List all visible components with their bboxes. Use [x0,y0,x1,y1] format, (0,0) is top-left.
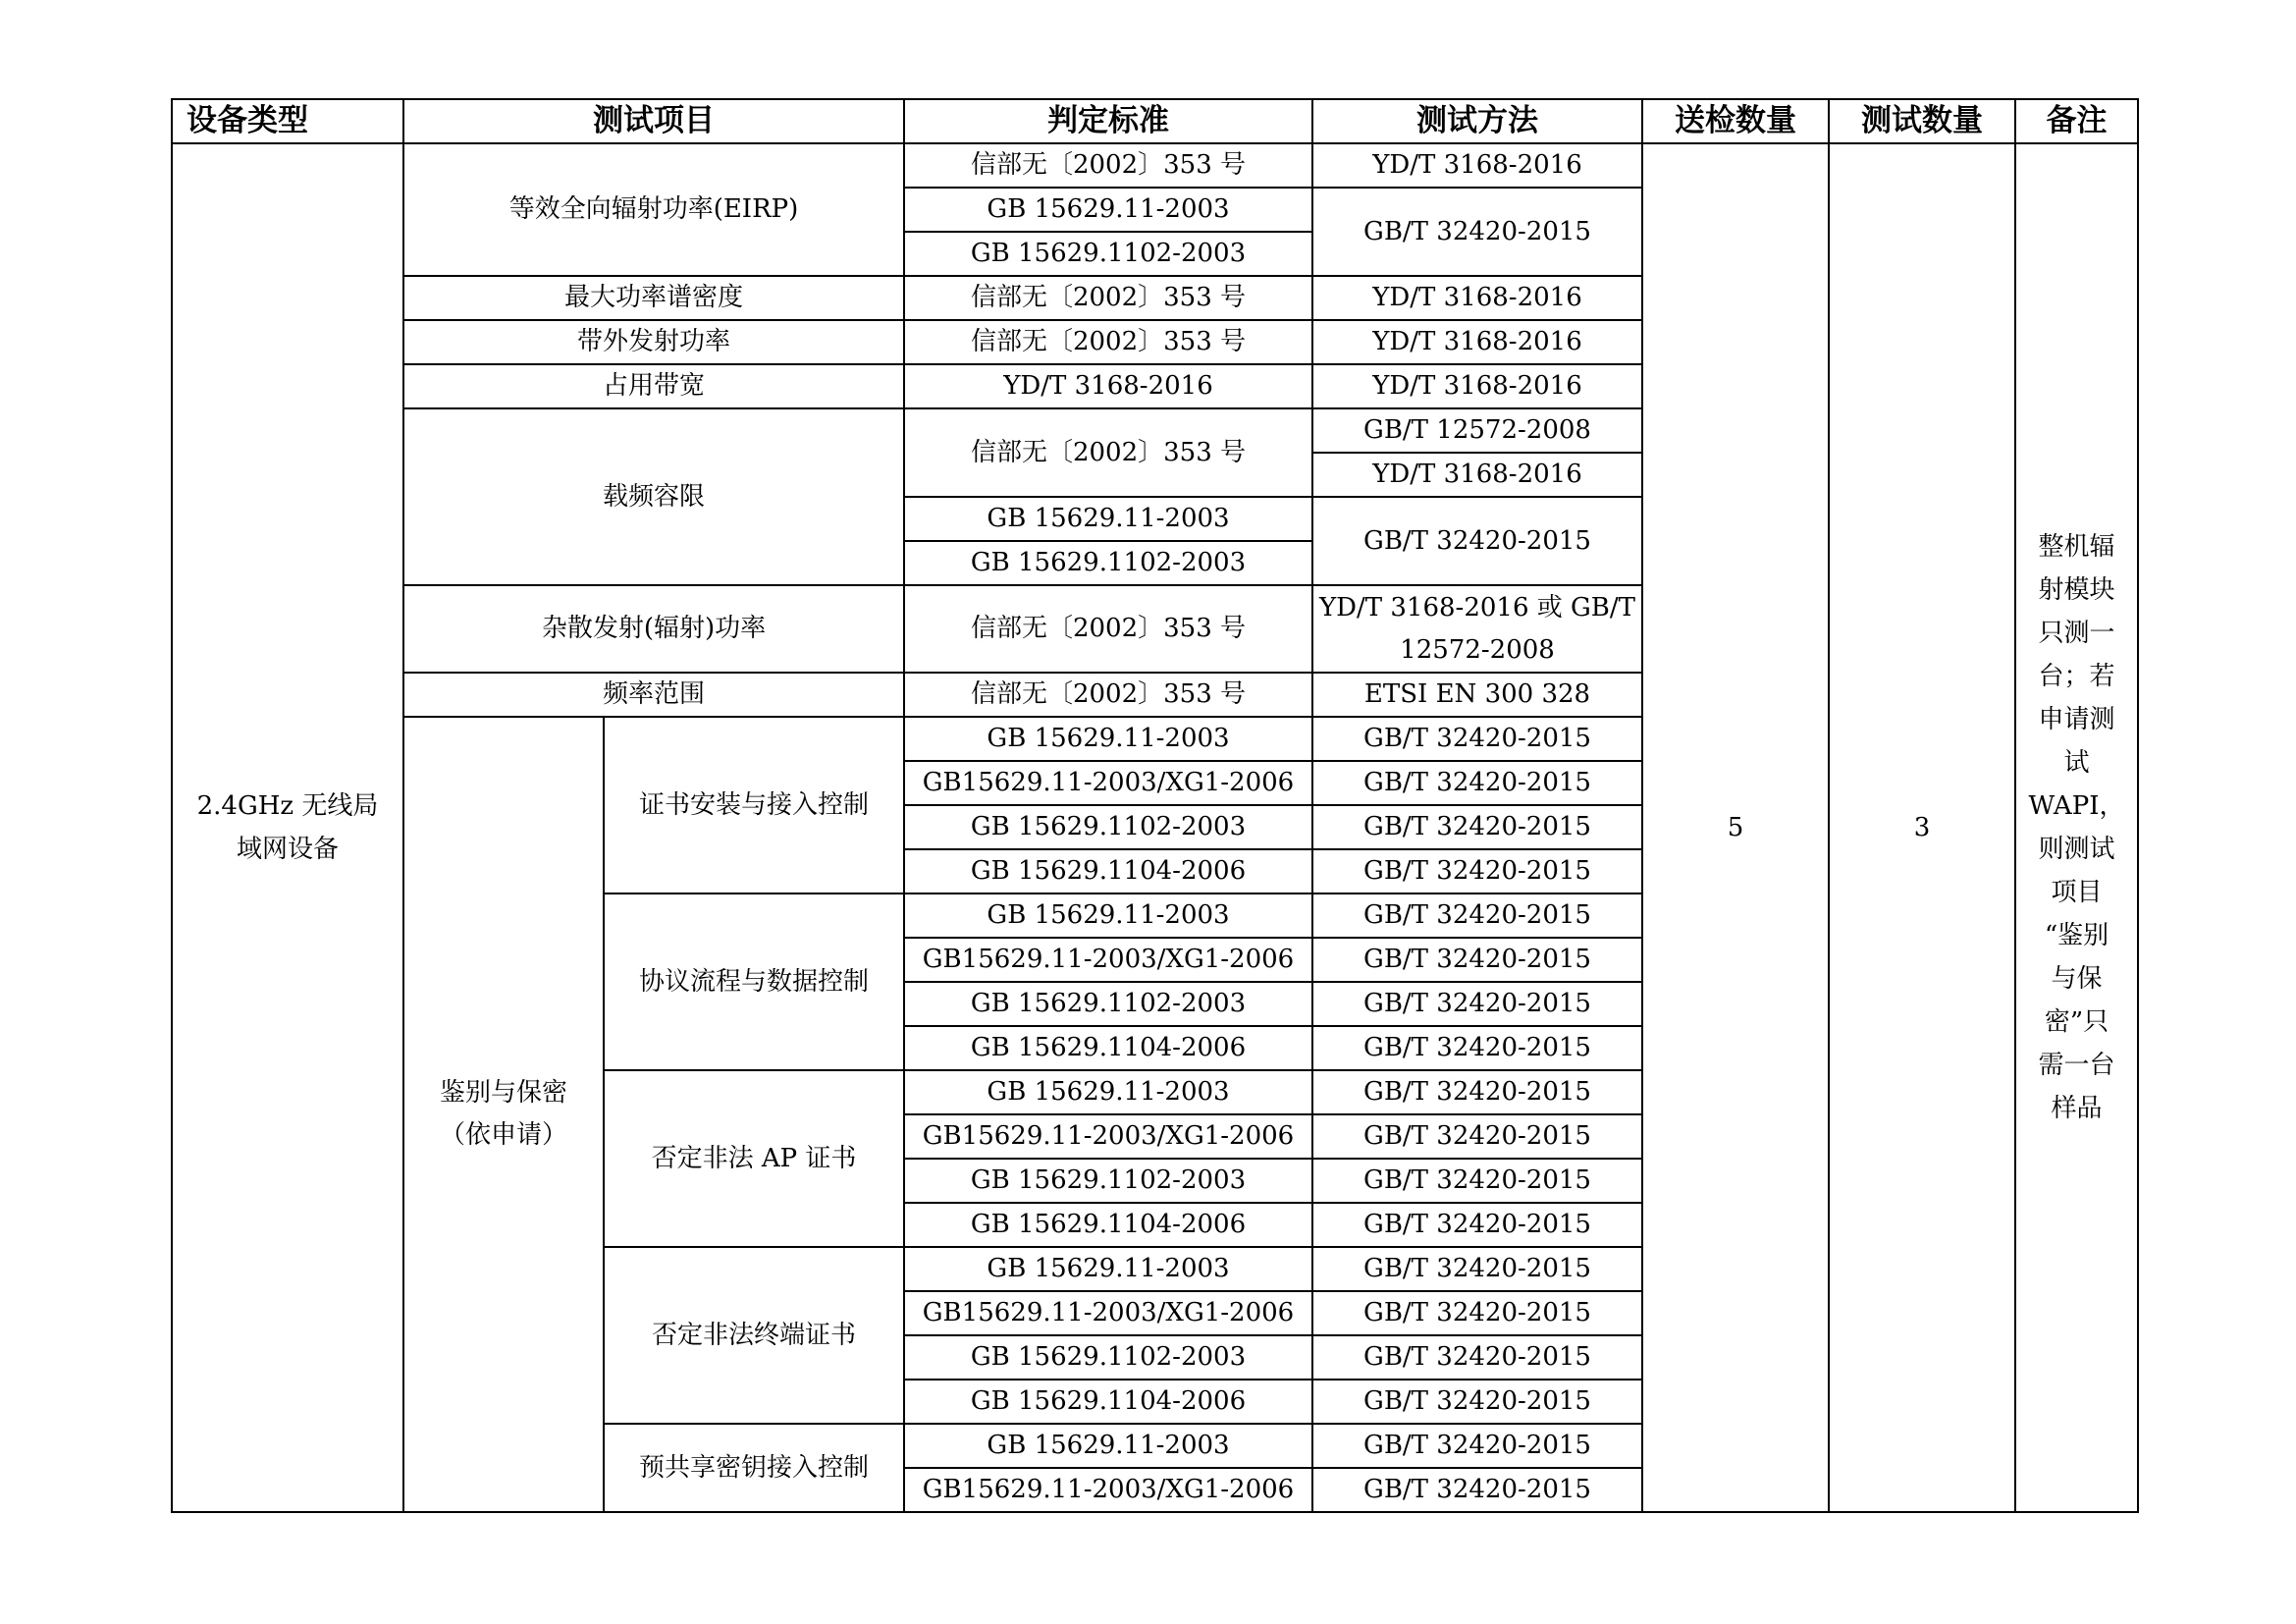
method-cell: GB/T 12572-2008 [1312,408,1642,453]
item-frequency-tolerance: 载频容限 [403,408,904,585]
header-method: 测试方法 [1312,99,1642,143]
method-cell: GB/T 32420-2015 [1312,1468,1642,1512]
method-cell: GB/T 32420-2015 [1312,1114,1642,1159]
item-authentication-privacy: 鉴别与保密 （依申请） [403,717,604,1512]
header-test-qty: 测试数量 [1829,99,2015,143]
criteria-cell: 信部无〔2002〕353 号 [904,143,1312,188]
device-type-cell: 2.4GHz 无线局 域网设备 [172,143,403,1512]
criteria-cell: 信部无〔2002〕353 号 [904,276,1312,320]
subitem-reject-illegal-ap-cert: 否定非法 AP 证书 [604,1070,904,1247]
criteria-cell: GB 15629.1102-2003 [904,1159,1312,1203]
subitem-psk-access-control: 预共享密钥接入控制 [604,1424,904,1512]
test-standards-table [171,98,2139,1513]
criteria-cell: 信部无〔2002〕353 号 [904,320,1312,364]
header-remark: 备注 [2015,99,2138,143]
method-cell: GB/T 32420-2015 [1312,893,1642,938]
method-cell: GB/T 32420-2015 [1312,1380,1642,1424]
criteria-cell: GB15629.11-2003/XG1-2006 [904,761,1312,805]
criteria-cell: GB 15629.1102-2003 [904,1335,1312,1380]
method-cell: GB/T 32420-2015 [1312,1203,1642,1247]
method-cell: ETSI EN 300 328 [1312,673,1642,717]
criteria-cell: GB15629.11-2003/XG1-2006 [904,1468,1312,1512]
item-oob-emission: 带外发射功率 [403,320,904,364]
criteria-cell: GB 15629.1104-2006 [904,1026,1312,1070]
method-cell: GB/T 32420-2015 [1312,805,1642,849]
item-eirp: 等效全向辐射功率(EIRP) [403,143,904,276]
sent-qty-cell: 5 [1642,143,1829,1512]
method-cell: YD/T 3168-2016 [1312,143,1642,188]
subitem-cert-install-access: 证书安装与接入控制 [604,717,904,893]
remark-cell: 整机辐 射模块 只测一 台；若 申请测 试 WAPI， 则测试 项目 “鉴别 与保 密”只 需一台 样品 [2015,143,2138,1512]
method-cell: GB/T 32420-2015 [1312,188,1642,276]
item-spurious-emission: 杂散发射(辐射)功率 [403,585,904,673]
method-cell: GB/T 32420-2015 [1312,497,1642,585]
item-max-psd: 最大功率谱密度 [403,276,904,320]
method-cell: YD/T 3168-2016 [1312,276,1642,320]
header-row [172,99,2138,143]
criteria-cell: GB 15629.1102-2003 [904,805,1312,849]
method-cell: YD/T 3168-2016 [1312,364,1642,408]
method-cell: GB/T 32420-2015 [1312,982,1642,1026]
method-cell: GB/T 32420-2015 [1312,1159,1642,1203]
criteria-cell: GB 15629.11-2003 [904,717,1312,761]
criteria-cell: GB 15629.1102-2003 [904,232,1312,276]
method-cell: GB/T 32420-2015 [1312,849,1642,893]
criteria-cell: GB 15629.11-2003 [904,188,1312,232]
method-cell: GB/T 32420-2015 [1312,1070,1642,1114]
header-device-type: 设备类型 [172,99,403,143]
header-sent-qty: 送检数量 [1642,99,1829,143]
method-cell: YD/T 3168-2016 或 GB/T 12572-2008 [1312,585,1642,673]
criteria-cell: GB 15629.1102-2003 [904,982,1312,1026]
item-occupied-bandwidth: 占用带宽 [403,364,904,408]
criteria-cell: GB 15629.11-2003 [904,1247,1312,1291]
criteria-cell: GB 15629.1102-2003 [904,541,1312,585]
method-cell: YD/T 3168-2016 [1312,453,1642,497]
criteria-cell: GB 15629.11-2003 [904,497,1312,541]
method-cell: YD/T 3168-2016 [1312,320,1642,364]
criteria-cell: GB15629.11-2003/XG1-2006 [904,1291,1312,1335]
criteria-cell: YD/T 3168-2016 [904,364,1312,408]
criteria-cell: 信部无〔2002〕353 号 [904,673,1312,717]
header-criteria: 判定标准 [904,99,1312,143]
criteria-cell: GB 15629.11-2003 [904,1424,1312,1468]
subitem-protocol-data-control: 协议流程与数据控制 [604,893,904,1070]
criteria-cell: GB15629.11-2003/XG1-2006 [904,1114,1312,1159]
method-cell: GB/T 32420-2015 [1312,717,1642,761]
table-row [172,143,2138,188]
criteria-cell: 信部无〔2002〕353 号 [904,585,1312,673]
method-cell: GB/T 32420-2015 [1312,761,1642,805]
method-cell: GB/T 32420-2015 [1312,1026,1642,1070]
criteria-cell: 信部无〔2002〕353 号 [904,408,1312,497]
subitem-reject-illegal-terminal-cert: 否定非法终端证书 [604,1247,904,1424]
criteria-cell: GB 15629.1104-2006 [904,1203,1312,1247]
criteria-cell: GB 15629.1104-2006 [904,849,1312,893]
method-cell: GB/T 32420-2015 [1312,1335,1642,1380]
method-cell: GB/T 32420-2015 [1312,1424,1642,1468]
method-cell: GB/T 32420-2015 [1312,1291,1642,1335]
criteria-cell: GB 15629.1104-2006 [904,1380,1312,1424]
criteria-cell: GB 15629.11-2003 [904,893,1312,938]
criteria-cell: GB 15629.11-2003 [904,1070,1312,1114]
header-test-item: 测试项目 [403,99,904,143]
method-cell: GB/T 32420-2015 [1312,938,1642,982]
criteria-cell: GB15629.11-2003/XG1-2006 [904,938,1312,982]
item-frequency-range: 频率范围 [403,673,904,717]
method-cell: GB/T 32420-2015 [1312,1247,1642,1291]
test-qty-cell: 3 [1829,143,2015,1512]
